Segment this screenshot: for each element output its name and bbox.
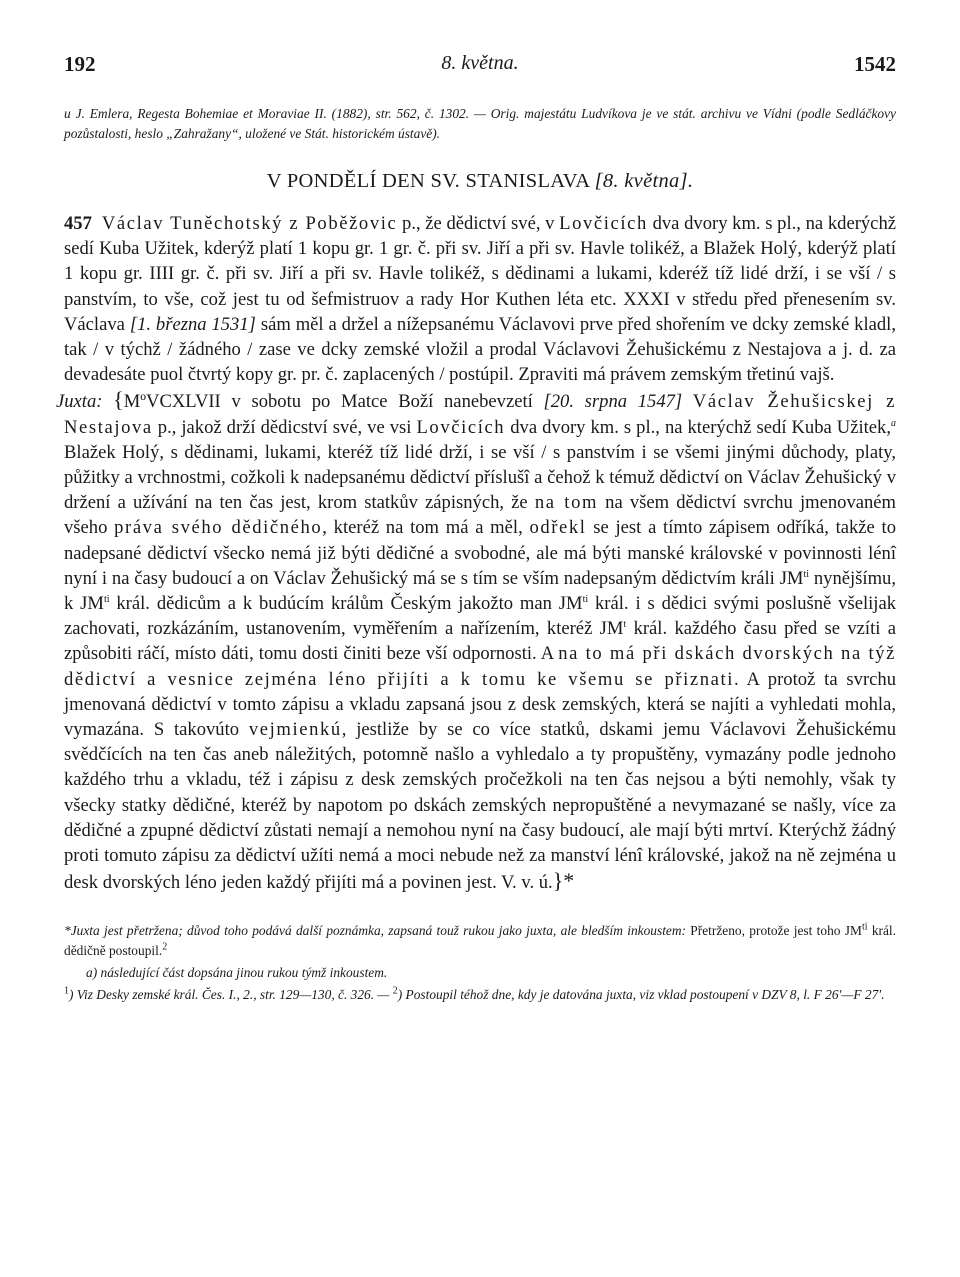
footnote-ref-text: ) Viz Desky zemské král. Čes. I., 2., str. 129—130, č. 326. — — [69, 987, 393, 1003]
footnote-star-text: Přetrženo, protože jest toho JM — [685, 923, 862, 939]
juxta-spaced-text: práva svého dědičného — [114, 517, 323, 539]
juxta-spaced-text: na to má při dskách dvorských na týž dědictví a vesnice zejména léno přijíti a k tomu ke všemu se přiznati — [64, 643, 896, 690]
juxta-text-part: se jest a tímto zápisem odříká, takže to nadepsané dědictví všecko nemá již býti dědičné a svobodné, ale má býti manské královské v povinnosti lénî nyní i na časy budoucí a on Václav Žehušický má se s tím se vším nadepsaným dědictvím králi JM — [64, 517, 897, 589]
juxta-first-line — [56, 387, 683, 413]
juxta-text-part: , kteréž na tom má a měl, — [322, 517, 530, 539]
superscript: t — [623, 619, 627, 631]
page-number: 192 — [64, 52, 96, 76]
footnote-ref-text: ) Postoupil téhož dne, kdy je datována juxta, viz vklad postoupení v DZV 8, l. F 26′—F 27′. — [397, 987, 885, 1003]
footnote-star-italic: *Juxta jest přetržena; důvod toho podává další poznámka, zapsaná touž rukou jako juxta, ale bledším inkoustem: — [64, 923, 686, 939]
juxta-text-part: král. každého času před se vzíti a způsobiti ráčí, místo dáti, tomu dosti činiti beze vší odpornosti. A — [64, 618, 896, 665]
entry-main-text — [64, 211, 896, 387]
source-note: u J. Emlera, Regesta Bohemiae et Moraviae II. (1882), str. 562, č. 1302. — Orig. majestátu Ludvíkova je ve stát. archivu ve Vídni (podle Sedláčkovy pozůstalosti, heslo „Zahražany“, uložené ve Stát. historickém ústavě). — [64, 106, 896, 141]
superscript: ti — [582, 593, 589, 605]
entry-date: [1. března 1531] — [129, 313, 256, 335]
juxta-text-part: na všem dědictví svrchu jmenovaném všeho — [64, 492, 897, 539]
juxta-text — [56, 387, 897, 895]
entry-text: sám měl a držel a nížepsanému Václavovi prve před shořením ve dcky zemské kladl, tak / v týchž / žádného / zase ve dcky zemské vložil a prodal Václavovi Žehušickému z Nestajova a j. d. za devadesáte puol čtvrtý kopy gr. pr. č. zaplacených / postúpil. Zpraviti má právem zemským třetinú vajš. — [64, 313, 896, 386]
juxta-text-part: p., jakož drží dědicství své, ve vsi — [152, 416, 417, 438]
juxta-text-part: Blažek Holý, s dědinami, lukami, kteréž tíž lidé drží, i se vší / s panstvím i se všemi jinými důchody, platy, půžitky a vrchnostmi, cožkoli k nadepsanému dědictví příslušî a čehož k témuž dědictví on Václav Žehušický v držení a užívání na ten čas jest, krom statkův zápisných, že — [64, 441, 896, 514]
entry-text: dva dvory km. s pl., na kderýchž sedí Kuba Užitek, kderýž platí 1 kopu gr. 1 gr. č. při sv. Jiří a při sv. Havle tolikéž, a Blažek Holý, kderýž platí 1 kopu gr. IIII gr. č. při sv. Jiří a při sv. Havle tolikéž, s dědinami a lukami, kderéž tíž lidé drží, i se vší / s panstvím, to vše, což jest tu od šefmistruov a rady Hor Kuthen léta etc. XXXI v středu před přenesením sv. Václava — [64, 213, 896, 335]
footnote-number: 2 — [392, 986, 398, 998]
juxta-person-name: Václav Žehušicskej z Nestajova — [64, 391, 896, 438]
juxta-spaced-text: na tom — [534, 492, 599, 514]
entry-457 — [56, 211, 897, 895]
juxta-place: Lovčicích — [416, 416, 506, 438]
superscript: ti — [803, 568, 810, 580]
footnote-number: 1 — [64, 986, 69, 998]
juxta-spaced-text: vejmienkú — [248, 719, 342, 741]
entry-person-name: Václav Tuněchotský z Poběžovic — [101, 213, 398, 234]
footnote-mark-a: a — [891, 417, 896, 429]
juxta-date: [20. srpna 1547] — [543, 391, 683, 413]
juxta-text-part: nynějšímu, k JM — [64, 567, 896, 615]
superscript: ti — [103, 593, 110, 605]
footnote-star — [64, 921, 896, 961]
juxta-text-part: král. dědicům a k budúcím králům Českým jakožto man JM — [109, 593, 583, 615]
superscript: ti — [861, 922, 868, 934]
juxta-text-part: v sobotu po Matce Boží nanebevzetí — [220, 391, 544, 413]
juxta-text-part: , jestliže by se co více statků, dskami jemu Václavovi Žehušickému svědčících na ten čas aneb náležitých, potomně našlo a vyhledalo a ty propuštěny, vymazány podle jednoho každého trhu a vkladu, též i zápisu z desk zemských pročežkoli na ten čas nejsou a býti nemohly, však ty všecky statky dědičné, kteréž by napotom po dskách zemských nepropuštěné a nevymazané se našly, více za dědičné a zpupné dědictví zůstati nemají a nemohou nyní na časy budoucí, ale mají býti mrtví. Kterýchž žádný proti tomuto zápisu za dědictví užíti nemá a moci nebude než za manství lénî královské, jakož na ně zejména u desk dvorských léno jeden každý přijíti má a povinen jest. V. v. ú. — [64, 719, 896, 894]
juxta-label: Juxta: — [56, 391, 103, 413]
juxta-year: MºVCXLVII — [123, 391, 221, 413]
superscript: 2 — [162, 942, 168, 954]
entry-place: Lovčicích — [559, 213, 648, 234]
document-page — [56, 52, 897, 1005]
heading-main: V PONDĚLÍ DEN SV. STANISLAVA — [266, 170, 590, 192]
juxta-brace-open: { — [113, 387, 124, 413]
footnote-references — [64, 985, 896, 1005]
section-heading — [64, 170, 896, 193]
juxta-text-part: . A protož ta svrchu jmenovaná dědictví v tomto zápisu a vkladu zapsaná jsou z desk zemských, která se najíti a vyhledati mohla, vymazána. S takovúto — [64, 668, 897, 741]
footnote-star-text: král. dědičně postoupil. — [64, 923, 896, 959]
heading-date: [8. května]. — [594, 170, 694, 192]
page-header — [64, 52, 896, 92]
entry-number: 457 — [64, 213, 92, 234]
year-label: 1542 — [854, 52, 896, 76]
juxta-spaced-text: odřekl — [529, 517, 587, 539]
juxta-text-part: král. i s dědici svými poslušně všelijak zachovati, rozkázáním, ustanovením, vyměřením a nařízením, kteréž JM — [64, 593, 897, 640]
entry-text: p., že dědictví své, v — [397, 213, 560, 234]
footnote-a: a) následující část dopsána jinou rukou týmž inkoustem. — [86, 965, 388, 981]
juxta-text-part: dva dvory km. s pl., na kterýchž sedí Kuba Užitek, — [505, 416, 891, 438]
running-title: 8. května. — [441, 52, 519, 74]
juxta-brace-close: }* — [552, 868, 575, 894]
